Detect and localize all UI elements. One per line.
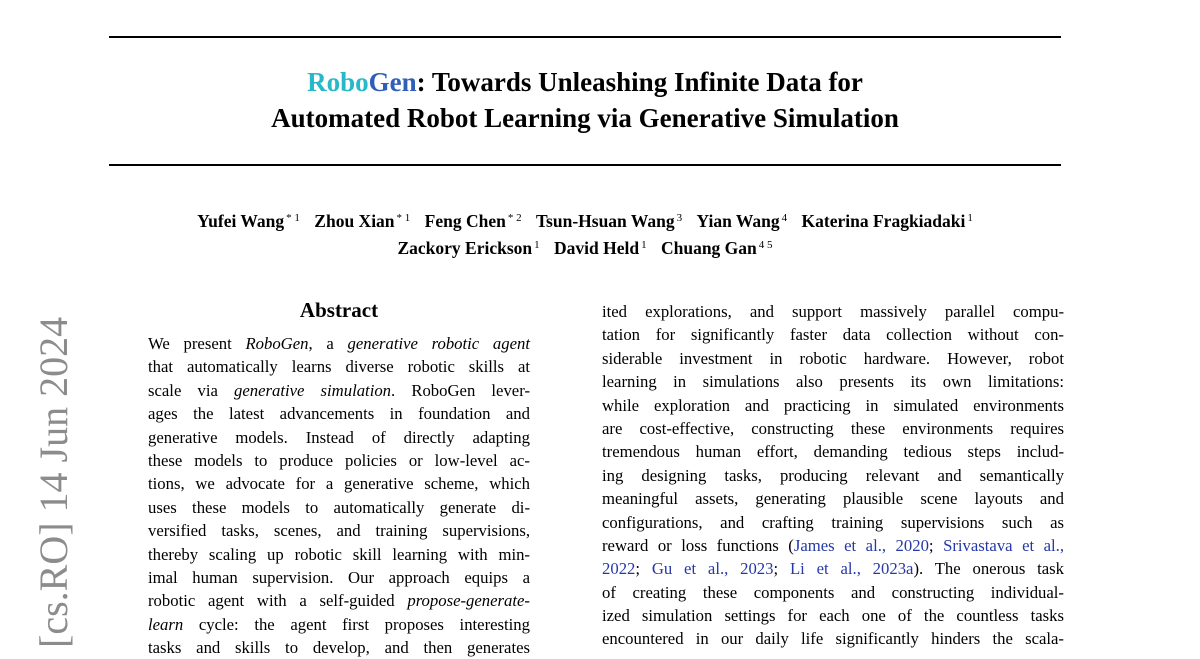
title-bottom-rule bbox=[109, 164, 1061, 166]
author: Feng Chen $^{* 2}$ bbox=[424, 211, 522, 231]
body-line: reward or loss functions (James et al., 2020; Srivastava et al., bbox=[602, 535, 1064, 555]
author: Tsun-Hsuan Wang $^3$ bbox=[535, 211, 683, 231]
title-line-2: Automated Robot Learning via Generative Simulation bbox=[271, 103, 899, 133]
author: Zhou Xian $^{* 1}$ bbox=[314, 211, 411, 231]
abstract-line: thereby scaling up robotic skill learning with min- bbox=[148, 544, 530, 564]
author-line-2 bbox=[109, 233, 1061, 260]
intro-column bbox=[602, 300, 1064, 651]
citation-link[interactable]: Li et al., 2023a bbox=[789, 559, 914, 579]
abstract-line: robotic agent with a self-guided propose-generate- bbox=[148, 591, 530, 611]
citation-link[interactable]: 2022 bbox=[602, 559, 636, 579]
author-line-1 bbox=[109, 206, 1061, 233]
abstract-line: these models to produce policies or low-level ac- bbox=[148, 450, 530, 470]
abstract-line: generative models. Instead of directly adapting bbox=[148, 427, 530, 447]
abstract-line: imal human supervision. Our approach equips a bbox=[148, 567, 530, 587]
title-line-1-rest: : Towards Unleashing Infinite Data for bbox=[416, 67, 863, 97]
body-line: tremendous human effort, demanding tedious steps includ- bbox=[602, 442, 1064, 462]
author: Chuang Gan $^{4 5}$ bbox=[660, 238, 773, 258]
title-gen: Gen bbox=[368, 67, 417, 97]
body-line: ized simulation settings for each one of the countless tasks bbox=[602, 606, 1064, 626]
author: Yian Wang $^4$ bbox=[696, 211, 788, 231]
author: Zackory Erickson $^1$ bbox=[397, 238, 540, 258]
abstract-line: learn cycle: the agent first proposes interesting bbox=[148, 614, 530, 634]
title-robo: Robo bbox=[307, 67, 369, 97]
abstract-line: scale via generative simulation. RoboGen lever- bbox=[148, 380, 530, 400]
body-line: ing designing tasks, producing relevant and semantically bbox=[602, 465, 1064, 485]
author-list bbox=[109, 206, 1061, 260]
body-line: learning in simulations also presents its own limitations: bbox=[602, 372, 1064, 392]
abstract-line: uses these models to automatically generate di- bbox=[148, 497, 530, 517]
abstract-column bbox=[148, 296, 530, 659]
arxiv-side-stamp: [cs.RO] 14 Jun 2024 bbox=[31, 316, 76, 648]
author: Yufei Wang $^{* 1}$ bbox=[197, 211, 300, 231]
abstract-line: tions, we advocate for a generative scheme, which bbox=[148, 474, 530, 494]
body-line: ited explorations, and support massively parallel compu- bbox=[602, 302, 1064, 321]
abstract-heading: Abstract bbox=[299, 298, 379, 322]
body-line: 2022; Gu et al., 2023; Li et al., 2023a). The onerous task bbox=[602, 559, 1065, 579]
body-line: while exploration and practicing in simulated environments bbox=[602, 395, 1064, 415]
citation-link[interactable]: Srivastava et al., bbox=[943, 535, 1064, 555]
author: David Held $^1$ bbox=[554, 238, 647, 258]
abstract-line: versified tasks, scenes, and training supervisions, bbox=[148, 521, 530, 541]
body-line: meaningful assets, generating plausible scene layouts and bbox=[602, 489, 1064, 509]
body-line: tation for significantly faster data collection without con- bbox=[602, 325, 1064, 345]
body-line: encountered in our daily life significantly hinders the scala- bbox=[602, 629, 1064, 649]
title-top-rule bbox=[109, 36, 1061, 38]
paper-title bbox=[109, 64, 1061, 136]
abstract-line: tasks and skills to develop, and then generates bbox=[148, 638, 530, 658]
author: Katerina Fragkiadaki $^1$ bbox=[801, 211, 973, 231]
citation-link[interactable]: Gu et al., 2023 bbox=[651, 559, 774, 579]
abstract-line: ages the latest advancements in foundation and bbox=[148, 404, 530, 424]
abstract-line: that automatically learns diverse robotic skills at bbox=[148, 357, 530, 377]
body-line: are cost-effective, constructing these environments requires bbox=[602, 418, 1064, 438]
body-line: siderable investment in robotic hardware. However, robot bbox=[602, 348, 1064, 368]
title-line-1 bbox=[109, 64, 1061, 100]
body-line: configurations, and crafting training supervisions such as bbox=[602, 512, 1064, 532]
body-line: of creating these components and constructing individual- bbox=[602, 582, 1064, 602]
abstract-line: We present RoboGen, a generative robotic agent bbox=[148, 334, 530, 353]
citation-link[interactable]: James et al., 2020 bbox=[793, 535, 929, 555]
